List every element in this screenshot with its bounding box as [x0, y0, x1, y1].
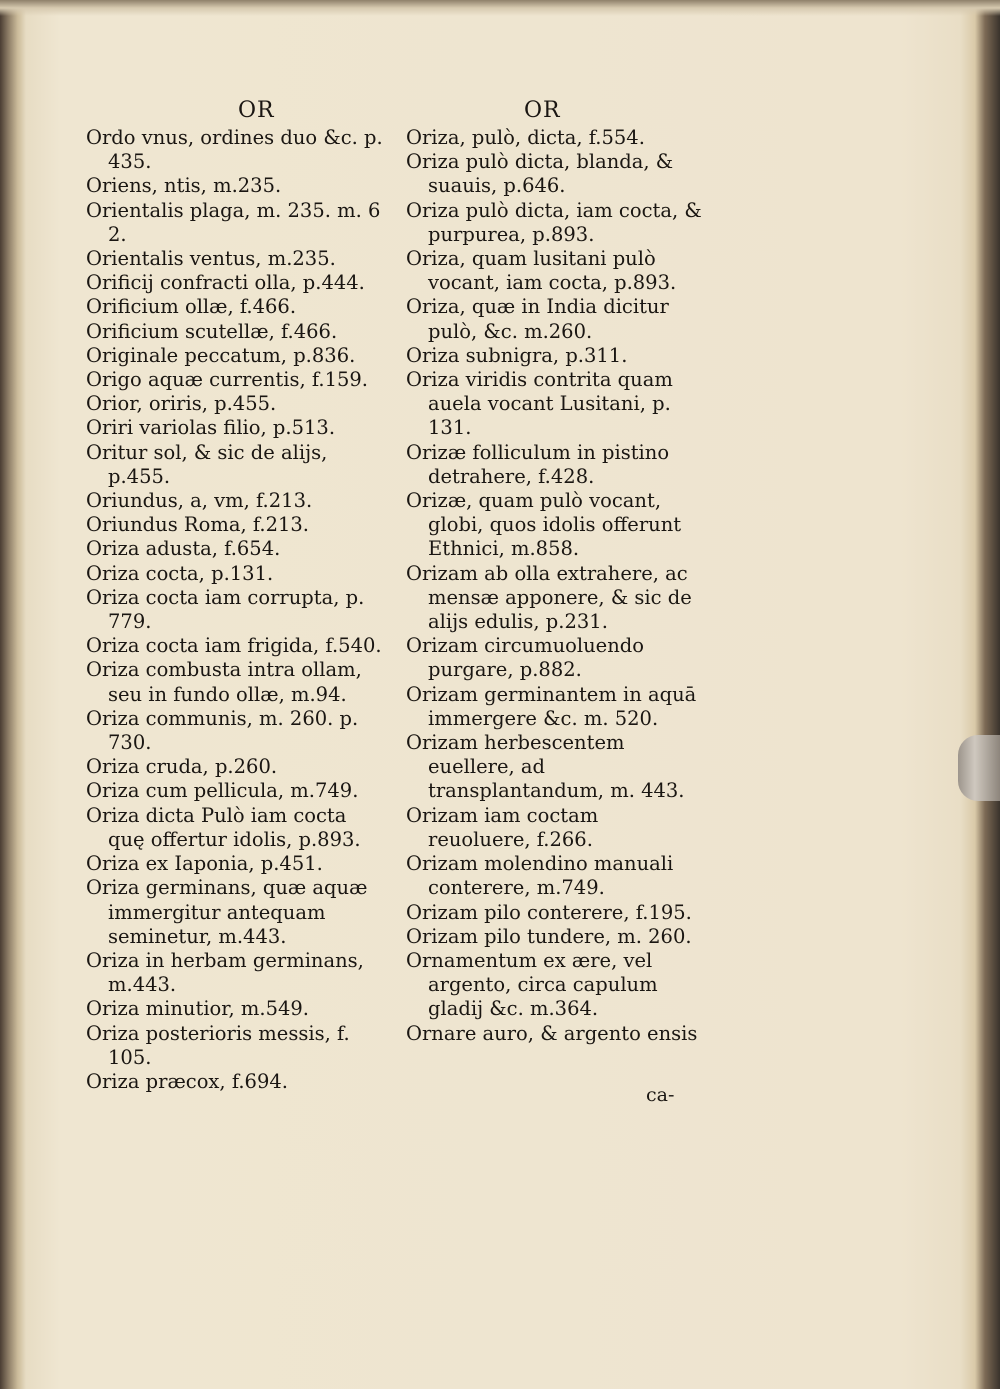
index-entry: Ordo vnus, ordines duo &c. p. 435.: [86, 126, 383, 174]
index-entry: Originale peccatum, p.836.: [86, 343, 356, 367]
index-entry: Orizam ab olla extrahere, ac mensæ apponere, & sic de alijs edulis, p.231.: [406, 561, 692, 634]
index-entry: Orizæ folliculum in pistino detrahere, f.428.: [406, 440, 670, 488]
index-entry: Oriza germinans, quæ aquæ immergitur antequam seminetur, m.443.: [86, 876, 368, 948]
index-entry: Oriza ex Iaponia, p.451.: [86, 852, 323, 876]
index-entry: Oriza, quæ in India dicitur pulò, &c. m.260.: [406, 295, 669, 343]
index-entry: Oriza dicta Pulò iam cocta quę offertur idolis, p.893.: [86, 803, 361, 851]
index-entry: Orificium scutellæ, f.466.: [86, 319, 338, 343]
index-entry: Orificium ollæ, f.466.: [86, 295, 297, 319]
index-entry: Oriza viridis contrita quam auela vocant Lusitani, p. 131.: [406, 368, 673, 440]
index-entry: Orizam molendino manuali conterere, m.749.: [406, 852, 674, 900]
index-entry: Oriza cocta, p.131.: [86, 561, 274, 585]
index-entry: Oriza adusta, f.654.: [86, 537, 281, 561]
index-entry: Oriza præcox, f.694.: [86, 1069, 288, 1093]
index-entry: Orizæ, quam pulò vocant, globi, quos idolis offerunt Ethnici, m.858.: [406, 489, 682, 561]
index-entry: Orientalis ventus, m.235.: [86, 247, 336, 271]
index-entry: Oriza cocta iam corrupta, p. 779.: [86, 585, 365, 634]
index-entry: Origo aquæ currentis, f.159.: [86, 368, 368, 392]
index-entry: Oriundus, a, vm, f.213.: [86, 489, 313, 513]
right-column: [406, 126, 706, 1046]
index-entry: Oriza cruda, p.260.: [86, 755, 278, 779]
index-entry: Oriza in herbam germinans, m.443.: [86, 948, 364, 997]
index-entry: Orizam herbescentem euellere, ad transplantandum, m. 443.: [406, 731, 685, 803]
index-entry: Oriza minutior, m.549.: [86, 997, 309, 1021]
index-entry: Oriza, pulò, dicta, f.554.: [406, 126, 645, 149]
index-entry: Orizam pilo conterere, f.195.: [406, 900, 692, 924]
index-entry: Oriza communis, m. 260. p. 730.: [86, 706, 359, 755]
index-entry: Orificij confracti olla, p.444.: [86, 271, 365, 295]
index-entry: Oriens, ntis, m.235.: [86, 174, 282, 198]
index-entry: Orizam germinantem in aquā immergere &c. m. 520.: [406, 682, 697, 730]
binding-shadow: [0, 0, 26, 1389]
index-entry: Oritur sol, & sic de alijs, p.455.: [86, 440, 328, 488]
header-right: OR: [524, 98, 561, 123]
index-entry: Oriza posterioris messis, f. 105.: [86, 1021, 350, 1069]
page-tab: [958, 735, 1000, 801]
left-column: [86, 126, 386, 1094]
catchword: ca-: [646, 1084, 675, 1106]
index-entry: Ornamentum ex ære, vel argento, circa capulum gladij &c. m.364.: [406, 948, 658, 1021]
index-entry: Orientalis plaga, m. 235. m. 6 2.: [86, 198, 381, 246]
index-entry: Oriza combusta intra ollam, seu in fundo ollæ, m.94.: [86, 658, 362, 706]
index-entry: Oriri variolas filio, p.513.: [86, 416, 336, 440]
index-entry: Orior, oriris, p.455.: [86, 392, 277, 416]
index-entry: Oriza subnigra, p.311.: [406, 343, 628, 367]
index-entry: Orizam iam coctam reuoluere, f.266.: [406, 803, 599, 851]
header-left: OR: [238, 98, 275, 123]
index-entry: Oriza pulò dicta, iam cocta, & purpurea, p.893.: [406, 198, 702, 246]
index-entry: Oriundus Roma, f.213.: [86, 513, 309, 537]
page-top-edge: [0, 0, 1000, 16]
index-entry: Orizam circumuoluendo purgare, p.882.: [406, 634, 644, 682]
index-entry: Oriza cum pellicula, m.749.: [86, 779, 359, 803]
index-entry: Oriza, quam lusitani pulò vocant, iam cocta, p.893.: [406, 247, 677, 295]
index-entry: Ornare auro, & argento ensis: [406, 1021, 698, 1045]
index-entry: Oriza cocta iam frigida, f.540.: [86, 634, 382, 658]
index-entry: Oriza pulò dicta, blanda, & suauis, p.646.: [406, 150, 674, 198]
index-entry: Orizam pilo tundere, m. 260.: [406, 924, 692, 948]
